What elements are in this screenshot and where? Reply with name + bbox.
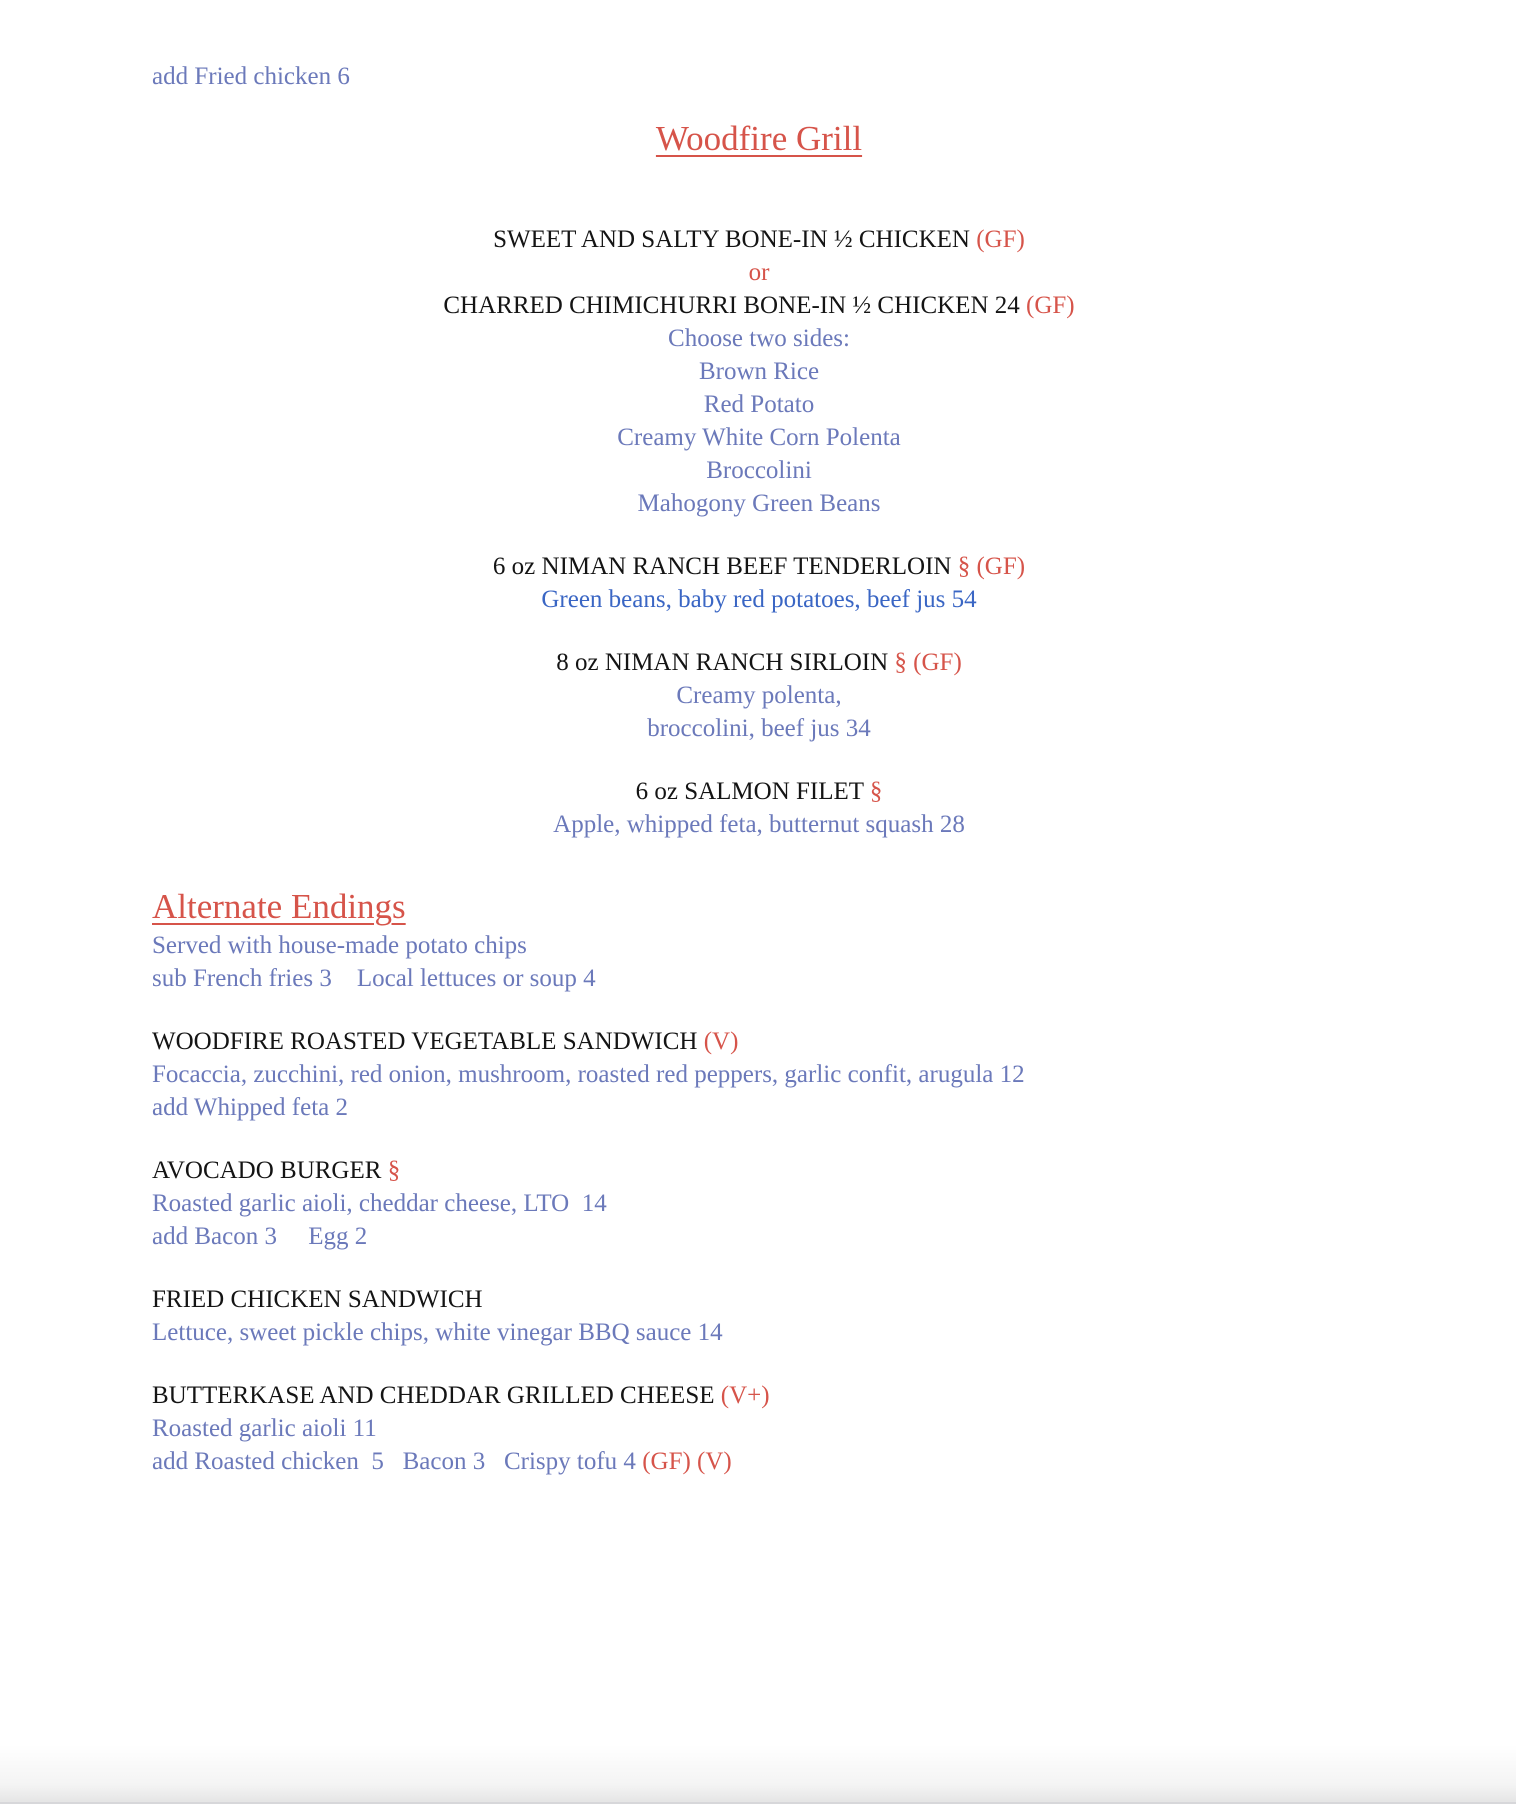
veg-sandwich-title (152, 1025, 1366, 1058)
sirloin-section-mark: § (894, 649, 907, 676)
veg-sandwich-addon: add Whipped feta 2 (152, 1094, 348, 1121)
avocado-burger-section-mark: § (387, 1157, 401, 1184)
chicken-option-2-name: CHARRED CHIMICHURRI BONE-IN ½ CHICKEN 24 (443, 292, 1020, 319)
fried-chicken-sandwich-description: Lettuce, sweet pickle chips, white vinegar BBQ sauce 14 (152, 1319, 723, 1346)
beef-tenderloin-gf-tag: (GF) (976, 553, 1026, 580)
avocado-burger-description: Roasted garlic aioli, cheddar cheese, LTO 14 (152, 1190, 607, 1217)
chicken-option-2 (152, 289, 1366, 322)
sirloin-title (152, 646, 1366, 679)
side-brown-rice: Brown Rice (698, 358, 820, 385)
beef-tenderloin-item (152, 550, 1366, 616)
avocado-burger-item (152, 1154, 1366, 1253)
veg-sandwich-v-tag: (V) (703, 1028, 739, 1055)
salmon-name: 6 oz SALMON FILET (635, 778, 864, 805)
grilled-cheese-addons (152, 1445, 1366, 1478)
half-chicken-item (152, 223, 1366, 520)
grilled-cheese-item (152, 1379, 1366, 1478)
grilled-cheese-addons-tags: (GF) (V) (642, 1448, 732, 1475)
chicken-option-1-name: SWEET AND SALTY BONE-IN ½ CHICKEN (493, 226, 970, 253)
veg-sandwich-item (152, 1025, 1366, 1124)
add-fried-chicken-note: add Fried chicken 6 (152, 63, 350, 90)
veg-sandwich-name: WOODFIRE ROASTED VEGETABLE SANDWICH (152, 1028, 698, 1055)
avocado-burger-name: AVOCADO BURGER (152, 1157, 382, 1184)
side-red-potato: Red Potato (703, 391, 815, 418)
woodfire-grill-heading: Woodfire Grill (655, 119, 863, 158)
fried-chicken-sandwich-name: FRIED CHICKEN SANDWICH (152, 1286, 483, 1313)
beef-tenderloin-description: Green beans, baby red potatoes, beef jus 54 (541, 586, 977, 613)
veg-sandwich-description: Focaccia, zucchini, red onion, mushroom, roasted red peppers, garlic confit, arugula 12 (152, 1061, 1025, 1088)
page-bottom-shadow (0, 1744, 1516, 1804)
side-mahogony-green-beans: Mahogony Green Beans (637, 490, 881, 517)
sirloin-gf-tag: (GF) (913, 649, 962, 676)
grilled-cheese-addons-text: add Roasted chicken 5 Bacon 3 Crispy tofu 4 (152, 1448, 636, 1475)
fried-chicken-sandwich-item (152, 1283, 1366, 1349)
salmon-title (152, 775, 1366, 808)
chicken-option-2-gf-tag: (GF) (1026, 292, 1075, 319)
choose-two-sides-label: Choose two sides: (668, 325, 850, 352)
alternate-endings-notes (152, 929, 1366, 995)
salmon-item (152, 775, 1366, 841)
beef-tenderloin-name: 6 oz NIMAN RANCH BEEF TENDERLOIN (492, 553, 952, 580)
chicken-option-1 (152, 223, 1366, 256)
sirloin-description-line-2: broccolini, beef jus 34 (647, 715, 871, 742)
grilled-cheese-vplus-tag: (V+) (720, 1382, 770, 1409)
grilled-cheese-title (152, 1379, 1366, 1412)
sub-options-note: sub French fries 3 Local lettuces or soup 4 (152, 965, 596, 992)
grilled-cheese-description: Roasted garlic aioli 11 (152, 1415, 377, 1442)
alternate-endings-heading: Alternate Endings (152, 887, 406, 926)
chicken-option-1-gf-tag: (GF) (976, 226, 1025, 253)
salmon-section-mark: § (869, 778, 883, 805)
sirloin-item (152, 646, 1366, 745)
beef-tenderloin-title (152, 550, 1366, 583)
avocado-burger-title (152, 1154, 1366, 1187)
sirloin-description-line-1: Creamy polenta, (676, 682, 842, 709)
side-corn-polenta: Creamy White Corn Polenta (617, 424, 901, 451)
or-separator: or (748, 259, 770, 286)
served-with-note: Served with house-made potato chips (152, 932, 527, 959)
sirloin-name: 8 oz NIMAN RANCH SIRLOIN (556, 649, 889, 676)
side-broccolini: Broccolini (706, 457, 812, 484)
beef-tenderloin-section-mark: § (957, 553, 971, 580)
salmon-description: Apple, whipped feta, butternut squash 28 (553, 811, 965, 838)
avocado-burger-addons: add Bacon 3 Egg 2 (152, 1223, 368, 1250)
grilled-cheese-name: BUTTERKASE AND CHEDDAR GRILLED CHEESE (152, 1382, 715, 1409)
